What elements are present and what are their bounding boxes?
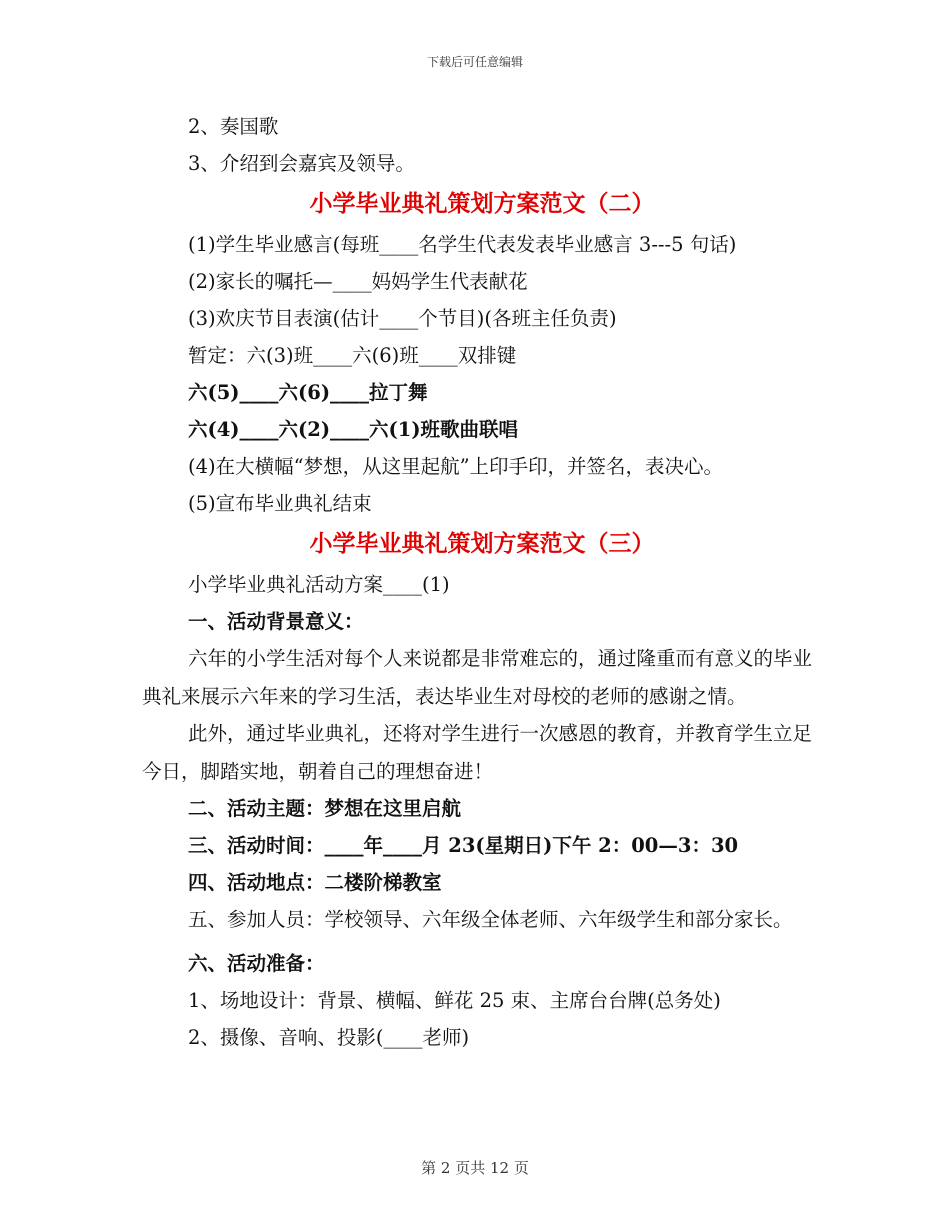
text-line: 1、场地设计：背景、横幅、鲜花 25 束、主席台台牌(总务处) <box>188 988 721 1012</box>
section-heading: 三、活动时间：____年____月 23(星期日)下午 2：00—3：30 <box>188 834 739 857</box>
paragraph: 此外，通过毕业典礼，还将对学生进行一次感恩的教育，并教育学生立足今日，脚踏实地，朝着自己的理想奋进！ <box>142 722 813 783</box>
section-heading: 六、活动准备： <box>188 951 325 975</box>
paragraph: 六年的小学生活对每个人来说都是非常难忘的，通过隆重而有意义的毕业典礼来展示六年来的学习生活，表达毕业生对母校的老师的感谢之情。 <box>142 647 813 708</box>
text-line: 小学毕业典礼活动方案____(1) <box>188 573 450 596</box>
text-line: 2、摄像、音响、投影(____老师) <box>188 1025 470 1049</box>
section-heading: 二、活动主题：梦想在这里启航 <box>188 797 462 820</box>
text-line: (4)在大横幅“梦想，从这里起航”上印手印，并签名，表决心。 <box>188 455 724 478</box>
text-line: (1)学生毕业感言(每班____名学生代表发表毕业感言 3---5 句话) <box>188 233 737 256</box>
text-line: (3)欢庆节目表演(估计____个节目)(各班主任负责) <box>188 307 617 330</box>
section-heading: 四、活动地点：二楼阶梯教室 <box>188 871 442 894</box>
text-line: 暂定：六(3)班____六(6)班____双排键 <box>188 344 517 367</box>
page-footer: 第 2 页共 12 页 <box>421 1159 529 1177</box>
text-line: (2)家长的嘱托—____妈妈学生代表献花 <box>188 270 528 293</box>
page-header: 下载后可任意编辑 <box>426 55 523 69</box>
text-line: 2、奏国歌 <box>188 115 279 138</box>
section-heading: 一、活动背景意义： <box>188 610 364 633</box>
paragraph: 五、参加人员：学校领导、六年级全体老师、六年级学生和部分家长。 <box>188 908 793 931</box>
text-line: 3、介绍到会嘉宾及领导。 <box>188 152 415 175</box>
section-title: 小学毕业典礼策划方案范文（二） <box>309 190 655 217</box>
text-line: 六(4)____六(2)____六(1)班歌曲联唱 <box>188 418 519 441</box>
document-body <box>142 108 822 1056</box>
section-title: 小学毕业典礼策划方案范文（三） <box>309 530 655 557</box>
text-line: (5)宣布毕业典礼结束 <box>188 492 372 515</box>
text-line: 六(5)____六(6)____拉丁舞 <box>188 381 428 404</box>
